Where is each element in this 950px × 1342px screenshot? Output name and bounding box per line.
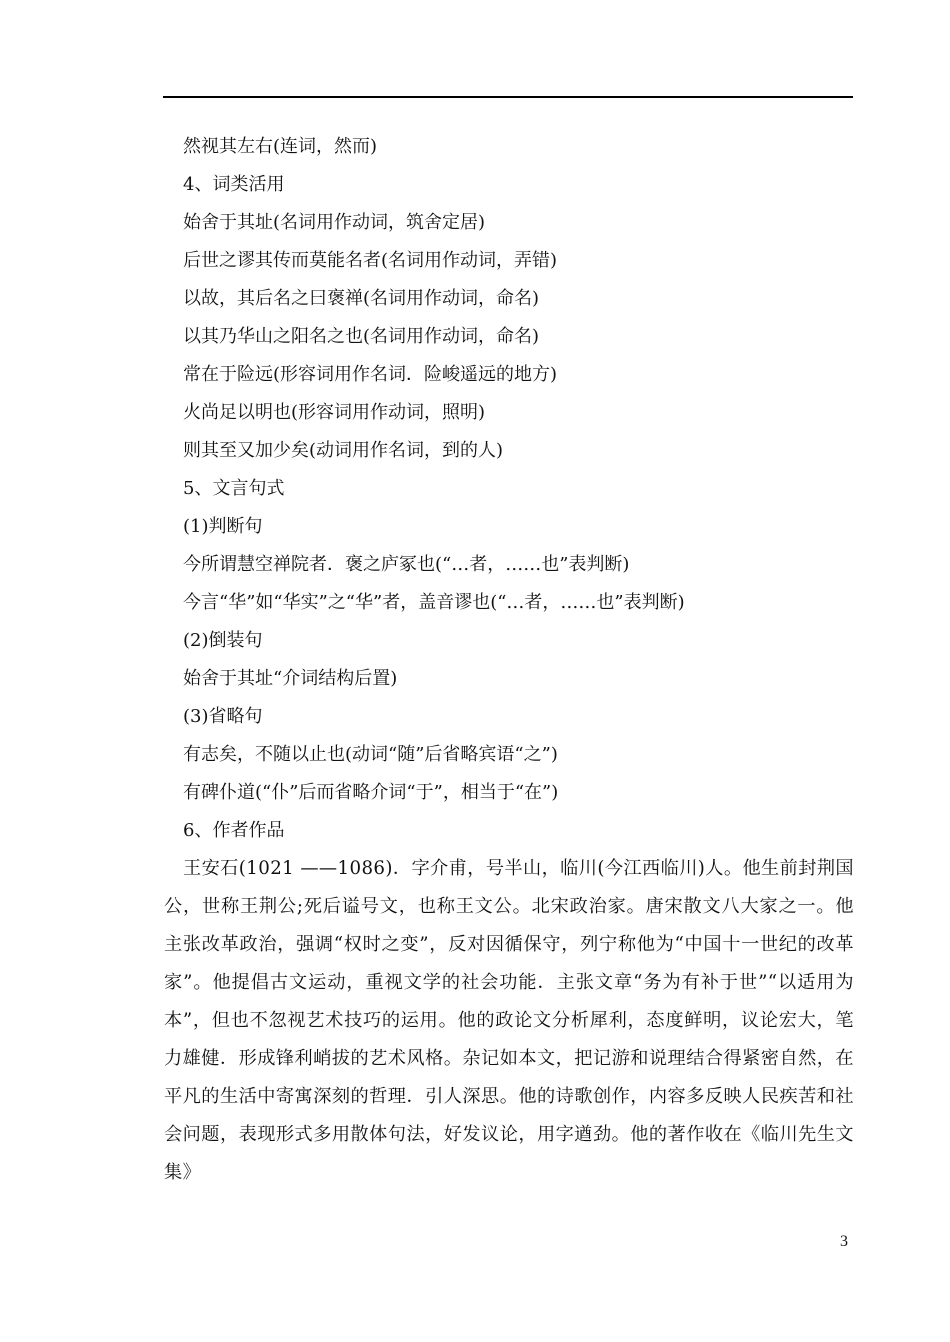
text-line: 今所谓慧空禅院者．褒之庐冢也(“…者，……也”表判断)	[183, 554, 630, 575]
text-line: 以其乃华山之阳名之也(名词用作动词，命名)	[183, 326, 540, 347]
section-heading-author-works: 6、作者作品	[183, 820, 285, 841]
header-rule	[163, 96, 853, 98]
text-line: 始舍于其址“介词结构后置)	[183, 668, 398, 689]
text-line: 然视其左右(连词，然而)	[183, 136, 378, 157]
subheading-inversion: (2)倒装句	[183, 630, 263, 651]
text-line: 则其至又加少矣(动词用作名词，到的人)	[183, 440, 504, 461]
subheading-ellipsis: (3)省略句	[183, 706, 263, 727]
page-number: 3	[840, 1233, 848, 1250]
text-line: 常在于险远(形容词用作名词．险峻遥远的地方)	[183, 364, 558, 385]
text-line: 后世之谬其传而莫能名者(名词用作动词，弄错)	[183, 250, 558, 271]
text-line: 火尚足以明也(形容词用作动词，照明)	[183, 402, 486, 423]
author-paragraph: 王安石(1021 ——1086)．字介甫，号半山，临川(今江西临川)人。他生前封荆国公，世称王荆公;死后谥号文，也称王文公。北宋政治家。唐宋散文八大家之一。他主张改革政治，强调“权时之变”，反对因循保守，列宁称他为“中国十一世纪的改革家”。他提倡古文运动，重视文学的社会功能．主张文章“务为有补于世”“以适用为本”，但也不忽视艺术技巧的运用。他的政论文分析犀利，态度鲜明，议论宏大，笔力雄健．形成锋利峭拔的艺术风格。杂记如本文，把记游和说理结合得紧密自然，在平凡的生活中寄寓深刻的哲理．引人深思。他的诗歌创作，内容多反映人民疾苦和社会问题，表现形式多用散体句法，好发议论，用字遒劲。他的著作收在《临川先生文集》	[164, 858, 854, 1183]
text-line: 以故，其后名之曰褒禅(名词用作动词，命名)	[183, 288, 540, 309]
text-line: 有志矣，不随以止也(动词“随”后省略宾语“之”)	[183, 744, 558, 765]
document-body	[164, 128, 854, 1192]
section-heading-word-class: 4、词类活用	[183, 174, 285, 195]
text-line: 今言“华”如“华实”之“华”者，盖音谬也(“…者，……也”表判断)	[183, 592, 685, 613]
text-line: 有碑仆道(“仆”后而省略介词“于”，相当于“在”)	[183, 782, 559, 803]
section-heading-sentence-patterns: 5、文言句式	[183, 478, 285, 499]
text-line: 始舍于其址(名词用作动词，筑舍定居)	[183, 212, 486, 233]
subheading-judgment: (1)判断句	[183, 516, 263, 537]
